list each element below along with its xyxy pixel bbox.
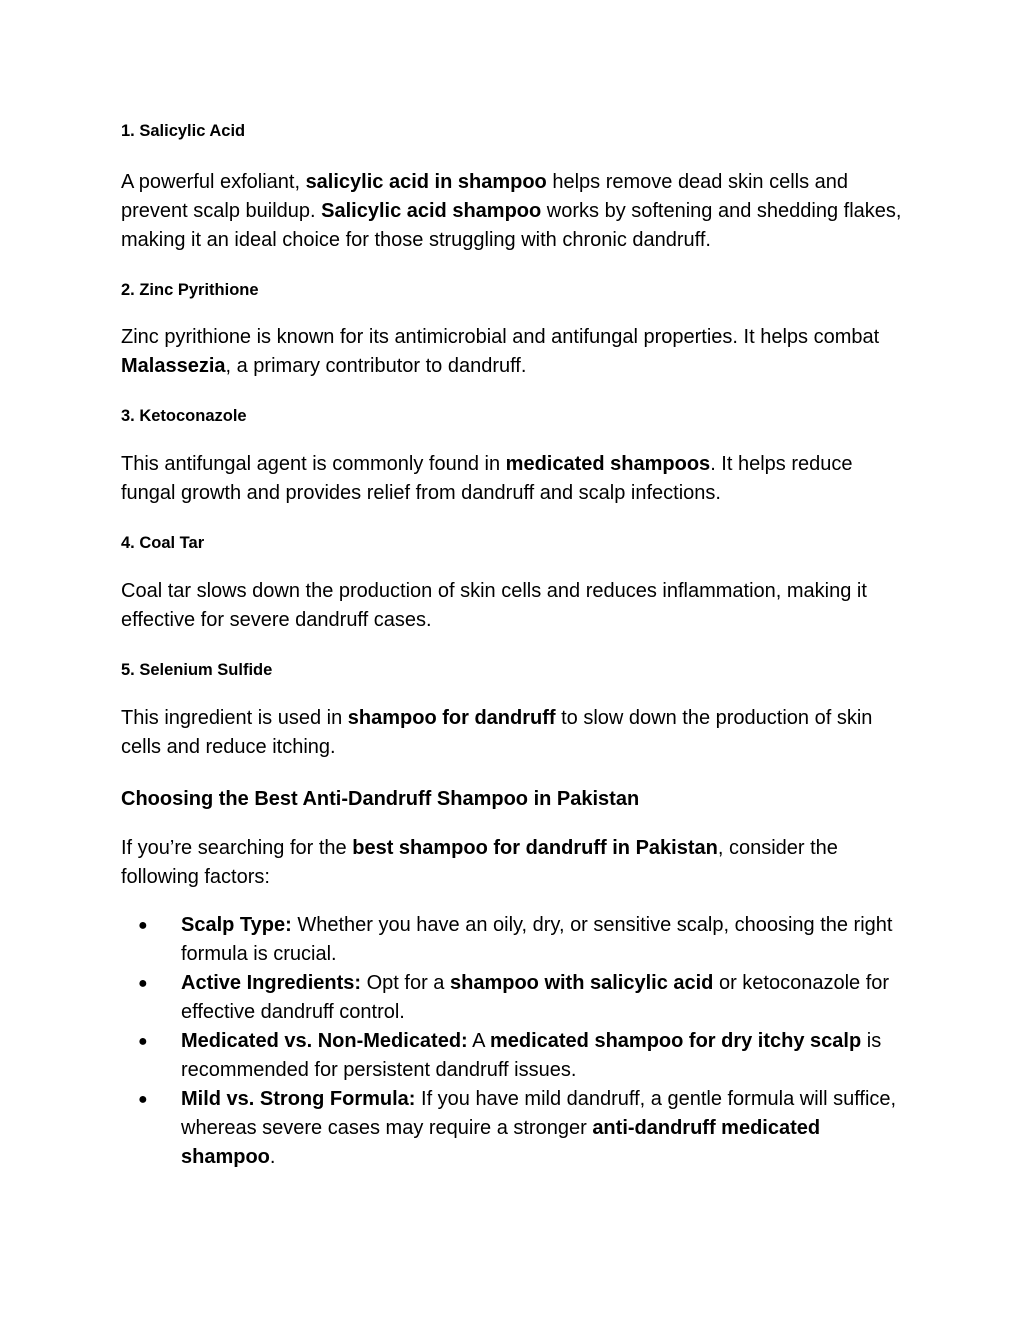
section-paragraph bbox=[121, 168, 904, 255]
section-zinc-pyrithione bbox=[121, 280, 904, 381]
section-salicylic-acid bbox=[121, 121, 904, 255]
list-item bbox=[121, 969, 904, 1027]
text-run: Opt for a bbox=[361, 972, 450, 994]
section-ketoconazole bbox=[121, 406, 904, 508]
text-run: is recommended for persistent dandruff issues. bbox=[181, 1030, 882, 1081]
text-run: , consider the following factors: bbox=[121, 837, 838, 888]
text-run: . It helps reduce fungal growth and provides relief from dandruff and scalp infections. bbox=[121, 453, 853, 504]
text-run: If you have mild dandruff, a gentle formula will suffice, whereas severe cases may require a stronger bbox=[181, 1088, 897, 1139]
bold-run: salicylic acid in shampoo bbox=[305, 171, 547, 193]
section-heading: 3. Ketoconazole bbox=[121, 407, 247, 425]
bullet-icon: ● bbox=[138, 917, 148, 934]
bold-run: shampoo with salicylic acid bbox=[449, 972, 714, 994]
section-heading: 1. Salicylic Acid bbox=[121, 122, 246, 140]
bold-run: medicated shampoos bbox=[505, 453, 711, 475]
text-run: This ingredient is used in bbox=[121, 707, 348, 729]
section-paragraph bbox=[121, 323, 904, 381]
section-selenium-sulfide bbox=[121, 660, 904, 762]
list-item bbox=[121, 1085, 904, 1172]
text-run: This antifungal agent is commonly found in bbox=[121, 453, 506, 475]
bold-run: Medicated vs. Non-Medicated: bbox=[181, 1030, 468, 1052]
list-item bbox=[121, 911, 904, 969]
factors-list bbox=[121, 911, 904, 1172]
text-run: to slow down the production of skin cells and reduce itching. bbox=[121, 707, 873, 758]
section-heading: 2. Zinc Pyrithione bbox=[121, 281, 259, 299]
text-run: Whether you have an oily, dry, or sensitive scalp, choosing the right formula is crucial. bbox=[181, 914, 893, 965]
list-item bbox=[121, 1027, 904, 1085]
bold-run: Malassezia bbox=[121, 355, 226, 377]
bold-run: anti-dandruff medicated shampoo bbox=[181, 1117, 821, 1168]
text-run: Zinc pyrithione is known for its antimicrobial and antifungal properties. It helps combat bbox=[121, 326, 880, 348]
text-run: If you’re searching for the bbox=[121, 837, 353, 859]
text-run: , a primary contributor to dandruff. bbox=[225, 355, 527, 377]
section-paragraph bbox=[121, 577, 904, 635]
bold-run: Mild vs. Strong Formula: bbox=[181, 1088, 416, 1110]
section-paragraph bbox=[121, 450, 904, 508]
section-heading: 4. Coal Tar bbox=[121, 534, 205, 552]
bold-run: Active Ingredients: bbox=[181, 972, 362, 994]
text-run: . bbox=[269, 1146, 276, 1168]
bold-run: Scalp Type: bbox=[181, 914, 292, 936]
text-run: Coal tar slows down the production of skin cells and reduces inflammation, making it effective for severe dandruff cases. bbox=[121, 580, 867, 631]
text-run: or ketoconazole for effective dandruff control. bbox=[181, 972, 890, 1023]
bullet-icon: ● bbox=[138, 1091, 148, 1108]
text-run: A powerful exfoliant, bbox=[121, 171, 306, 193]
bold-run: best shampoo for dandruff in Pakistan bbox=[352, 837, 718, 859]
text-run: works by softening and shedding flakes, making it an ideal choice for those struggling with chronic dandruff. bbox=[121, 200, 902, 251]
bold-run: medicated shampoo for dry itchy scalp bbox=[489, 1030, 862, 1052]
section-title: Choosing the Best Anti-Dandruff Shampoo in Pakistan bbox=[121, 788, 640, 810]
section-heading: 5. Selenium Sulfide bbox=[121, 661, 273, 679]
text-run: A bbox=[467, 1030, 490, 1052]
section-coal-tar bbox=[121, 533, 904, 635]
bullet-icon: ● bbox=[138, 975, 148, 992]
bullet-icon: ● bbox=[138, 1033, 148, 1050]
bold-run: Salicylic acid shampoo bbox=[321, 200, 542, 222]
intro-paragraph bbox=[121, 834, 904, 892]
section-choosing bbox=[121, 785, 904, 1172]
text-run: helps remove dead skin cells and prevent scalp buildup. bbox=[121, 171, 849, 222]
bold-run: shampoo for dandruff bbox=[347, 707, 556, 729]
section-paragraph bbox=[121, 704, 904, 762]
